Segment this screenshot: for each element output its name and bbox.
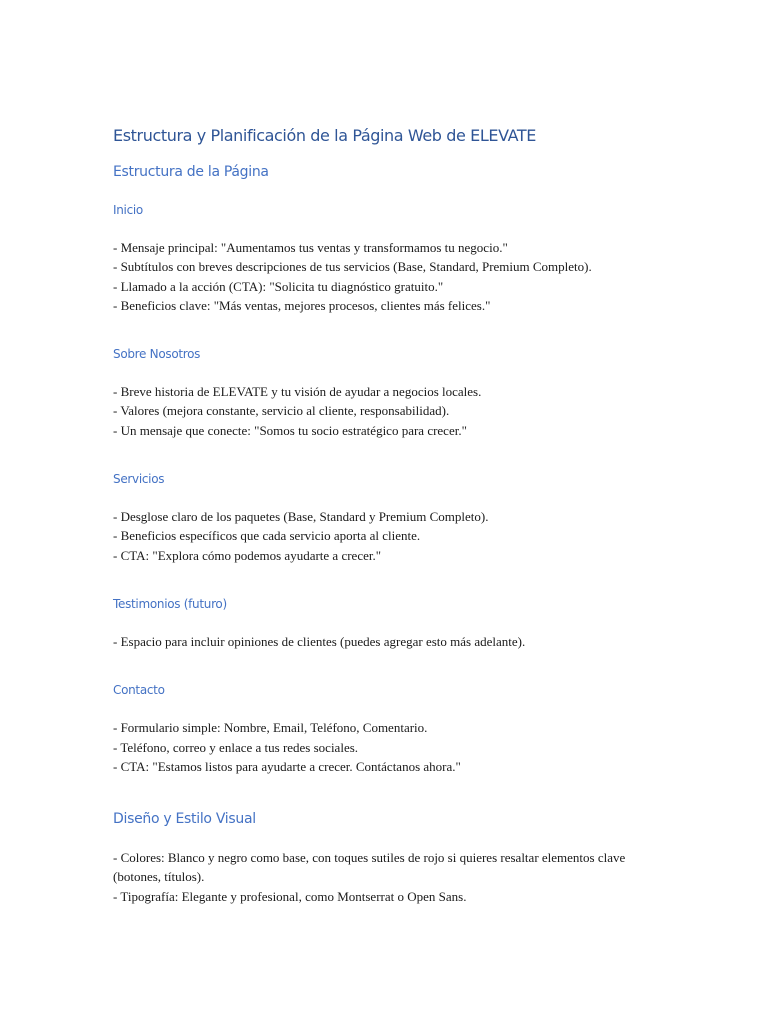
list-item: - Llamado a la acción (CTA): "Solicita tu diagnóstico gratuito." bbox=[113, 278, 444, 294]
list-item: - Desglose claro de los paquetes (Base, Standard y Premium Completo). bbox=[113, 509, 489, 525]
section-inicio bbox=[113, 201, 673, 315]
design-list bbox=[113, 848, 673, 906]
structure-heading: Estructura de la Página bbox=[113, 164, 269, 180]
list-item: - Mensaje principal: "Aumentamos tus ventas y transformamos tu negocio." bbox=[113, 240, 508, 255]
document-content bbox=[113, 124, 673, 906]
list-item: - Beneficios clave: "Más ventas, mejores procesos, clientes más felices." bbox=[113, 297, 491, 313]
section-list bbox=[113, 632, 673, 651]
section-servicios bbox=[113, 470, 673, 565]
design-heading: Diseño y Estilo Visual bbox=[113, 811, 256, 828]
list-item: - Formulario simple: Nombre, Email, Teléfono, Comentario. bbox=[113, 720, 428, 736]
section-list bbox=[113, 507, 673, 565]
section-list bbox=[113, 238, 673, 315]
section-list bbox=[113, 382, 673, 440]
list-item: - CTA: "Explora cómo podemos ayudarte a crecer." bbox=[113, 547, 382, 563]
list-item: - Valores (mejora constante, servicio al cliente, responsabilidad). bbox=[113, 403, 450, 419]
section-testimonios bbox=[113, 595, 673, 651]
list-item: - Beneficios específicos que cada servicio aporta al cliente. bbox=[113, 528, 421, 544]
list-item: - Espacio para incluir opiniones de clientes (puedes agregar esto más adelante). bbox=[113, 633, 526, 649]
section-heading: Testimonios (futuro) bbox=[113, 596, 227, 611]
section-heading: Sobre Nosotros bbox=[113, 347, 201, 362]
section-contacto bbox=[113, 681, 673, 776]
list-item: - CTA: "Estamos listos para ayudarte a crecer. Contáctanos ahora." bbox=[113, 758, 461, 774]
list-item: - Teléfono, correo y enlace a tus redes sociales. bbox=[113, 739, 359, 755]
section-heading: Inicio bbox=[113, 203, 143, 217]
document-title: Estructura y Planificación de la Página Web de ELEVATE bbox=[113, 126, 536, 145]
list-item: - Subtítulos con breves descripciones de tus servicios (Base, Standard, Premium Completo). bbox=[113, 259, 592, 275]
section-heading: Servicios bbox=[113, 472, 165, 487]
list-item: - Colores: Blanco y negro como base, con toques sutiles de rojo si quieres resaltar elementos clave (botones, títulos). bbox=[113, 850, 626, 885]
list-item: - Un mensaje que conecte: "Somos tu socio estratégico para crecer." bbox=[113, 422, 467, 438]
list-item: - Breve historia de ELEVATE y tu visión de ayudar a negocios locales. bbox=[113, 384, 482, 400]
section-heading: Contacto bbox=[113, 683, 165, 698]
list-item: - Tipografía: Elegante y profesional, como Montserrat o Open Sans. bbox=[113, 888, 467, 904]
section-sobre-nosotros bbox=[113, 345, 673, 440]
section-list bbox=[113, 718, 673, 776]
